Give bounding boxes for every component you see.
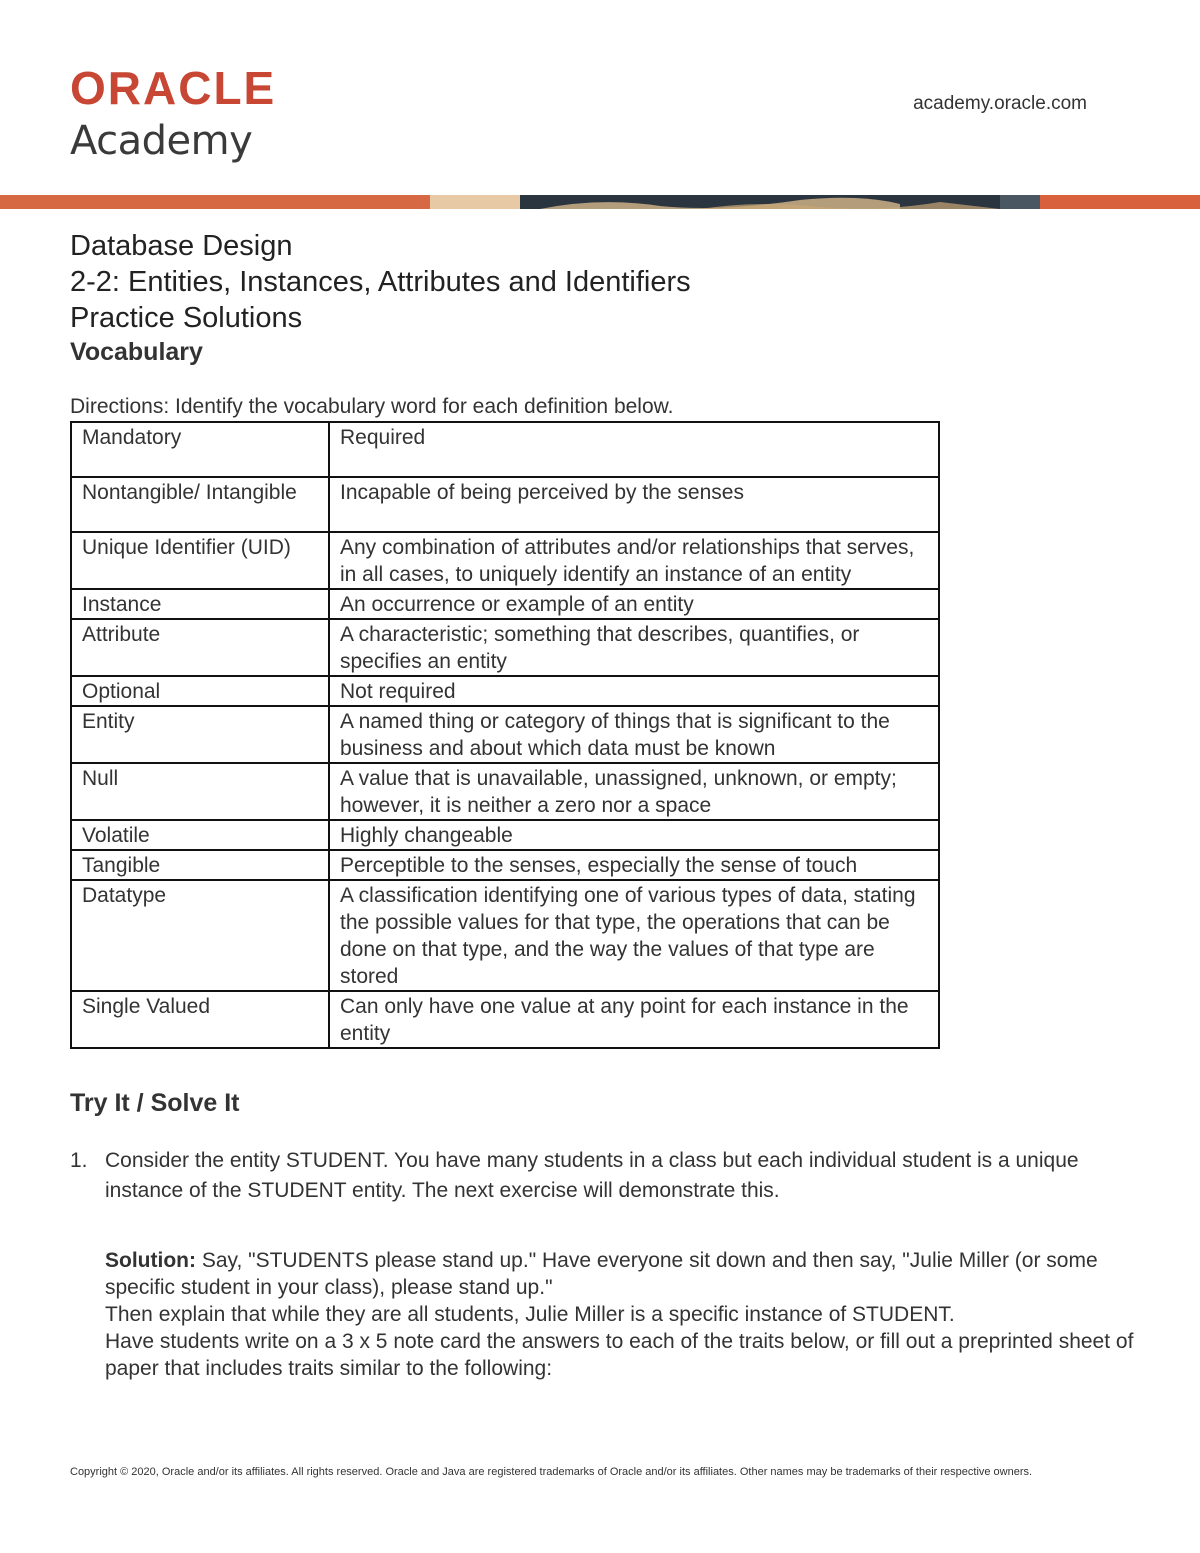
title-block bbox=[70, 228, 691, 367]
table-row bbox=[71, 706, 939, 763]
table-row bbox=[71, 589, 939, 619]
copyright-footer: Copyright © 2020, Oracle and/or its affiliates. All rights reserved. Oracle and Java are registered trademarks of Oracle and/or its affiliates. Other names may be trademarks of their respective owners. bbox=[70, 1466, 1033, 1478]
course-title: Database Design bbox=[70, 230, 293, 262]
table-row bbox=[71, 619, 939, 676]
site-url[interactable]: academy.oracle.com bbox=[913, 93, 1087, 114]
document-type: Practice Solutions bbox=[70, 302, 303, 334]
term-cell: Tangible bbox=[71, 850, 329, 880]
question-text: Consider the entity STUDENT. You have many students in a class but each individual student is a unique instance of the STUDENT entity. The next exercise will demonstrate this. bbox=[105, 1149, 1079, 1202]
solution-label: Solution: bbox=[105, 1249, 196, 1272]
question-1 bbox=[70, 1146, 1130, 1206]
term-cell: Unique Identifier (UID) bbox=[71, 532, 329, 589]
definition-cell: Perceptible to the senses, especially the sense of touch bbox=[329, 850, 939, 880]
table-row bbox=[71, 880, 939, 991]
table-row bbox=[71, 532, 939, 589]
definition-cell: A value that is unavailable, unassigned, unknown, or empty; however, it is neither a zero nor a space bbox=[329, 763, 939, 820]
term-cell: Optional bbox=[71, 676, 329, 706]
definition-cell: Not required bbox=[329, 676, 939, 706]
table-row bbox=[71, 477, 939, 532]
definition-cell: Incapable of being perceived by the senses bbox=[329, 477, 939, 532]
definition-cell: Highly changeable bbox=[329, 820, 939, 850]
vocabulary-table bbox=[70, 421, 940, 1049]
table-row bbox=[71, 820, 939, 850]
definition-cell: A characteristic; something that describes, quantifies, or specifies an entity bbox=[329, 619, 939, 676]
solution-text: Say, "STUDENTS please stand up." Have everyone sit down and then say, "Julie Miller (or some specific student in your class), please stand up." bbox=[105, 1249, 1098, 1299]
term-cell: Datatype bbox=[71, 880, 329, 991]
decorative-banner bbox=[0, 192, 1200, 212]
table-row bbox=[71, 850, 939, 880]
try-it-heading: Try It / Solve It bbox=[70, 1089, 240, 1117]
definition-cell: Required bbox=[329, 422, 939, 477]
solution-explanation: Then explain that while they are all students, Julie Miller is a specific instance of STUDENT. bbox=[105, 1303, 955, 1326]
term-cell: Single Valued bbox=[71, 991, 329, 1048]
term-cell: Null bbox=[71, 763, 329, 820]
table-row bbox=[71, 422, 939, 477]
table-row bbox=[71, 676, 939, 706]
definition-cell: Can only have one value at any point for each instance in the entity bbox=[329, 991, 939, 1048]
solution-instructions: Have students write on a 3 x 5 note card the answers to each of the traits below, or fill out a preprinted sheet of paper that includes traits similar to the following: bbox=[105, 1330, 1134, 1380]
term-cell: Instance bbox=[71, 589, 329, 619]
table-row bbox=[71, 991, 939, 1048]
term-cell: Volatile bbox=[71, 820, 329, 850]
definition-cell: A classification identifying one of various types of data, stating the possible values for that type, the operations that can be done on that type, and the way the values of that type are stored bbox=[329, 880, 939, 991]
vocabulary-heading: Vocabulary bbox=[70, 338, 203, 366]
definition-cell: Any combination of attributes and/or relationships that serves, in all cases, to uniquely identify an instance of an entity bbox=[329, 532, 939, 589]
term-cell: Attribute bbox=[71, 619, 329, 676]
definition-cell: A named thing or category of things that is significant to the business and about which data must be known bbox=[329, 706, 939, 763]
oracle-logo bbox=[70, 68, 348, 108]
lesson-title: 2-2: Entities, Instances, Attributes and Identifiers bbox=[70, 266, 691, 298]
solution-block bbox=[105, 1247, 1145, 1382]
directions-text: Directions: Identify the vocabulary word for each definition below. bbox=[70, 395, 674, 418]
table-row bbox=[71, 763, 939, 820]
term-cell: Entity bbox=[71, 706, 329, 763]
definition-cell: An occurrence or example of an entity bbox=[329, 589, 939, 619]
term-cell: Mandatory bbox=[71, 422, 329, 477]
term-cell: Nontangible/ Intangible bbox=[71, 477, 329, 532]
question-number: 1. bbox=[70, 1149, 88, 1172]
academy-label: Academy bbox=[70, 118, 253, 164]
oracle-wordmark: ORACLE bbox=[70, 68, 277, 108]
